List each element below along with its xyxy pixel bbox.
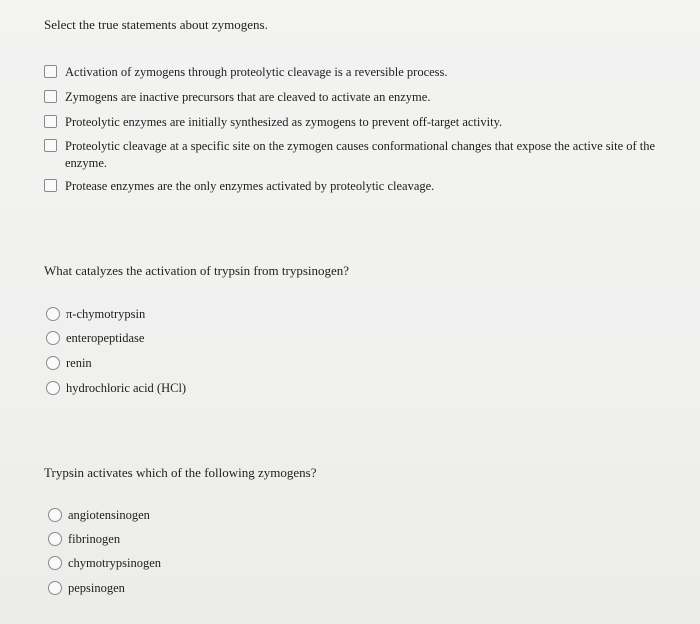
radio-button[interactable] — [46, 307, 60, 321]
q1-option-1-label: Activation of zymogens through proteolytic cleavage is a reversible process. — [65, 65, 448, 79]
q2-option-2[interactable] — [46, 330, 144, 346]
radio-button[interactable] — [46, 331, 60, 345]
q3-option-3[interactable] — [48, 555, 161, 571]
checkbox[interactable] — [44, 90, 57, 103]
question-2-prompt: What catalyzes the activation of trypsin from trypsinogen? — [44, 263, 350, 278]
q1-option-4-label: Proteolytic cleavage at a specific site on the zymogen causes conformational changes that expose the active site of the enzyme. — [65, 139, 656, 170]
checkbox[interactable] — [44, 139, 57, 152]
radio-button[interactable] — [48, 532, 62, 546]
checkbox[interactable] — [44, 115, 57, 128]
q1-option-1[interactable] — [44, 64, 448, 80]
q1-option-2-label: Zymogens are inactive precursors that are cleaved to activate an enzyme. — [65, 90, 431, 104]
q2-option-1[interactable] — [46, 306, 145, 322]
q3-option-4-label: pepsinogen — [68, 581, 125, 595]
q2-option-4[interactable] — [46, 380, 186, 396]
radio-button[interactable] — [48, 508, 62, 522]
q2-option-3[interactable] — [46, 355, 92, 371]
radio-button[interactable] — [48, 581, 62, 595]
q1-option-4[interactable] — [44, 138, 684, 172]
q2-option-1-label: π-chymotrypsin — [66, 307, 146, 321]
q1-option-3[interactable] — [44, 114, 502, 130]
checkbox[interactable] — [44, 179, 57, 192]
question-3-prompt: Trypsin activates which of the following zymogens? — [44, 465, 317, 480]
q2-option-4-label: hydrochloric acid (HCl) — [66, 381, 187, 395]
q3-option-1[interactable] — [48, 507, 150, 523]
radio-button[interactable] — [48, 556, 62, 570]
question-1-prompt: Select the true statements about zymogens. — [44, 17, 268, 32]
q3-option-3-label: chymotrypsinogen — [68, 556, 162, 570]
q2-option-2-label: enteropeptidase — [66, 331, 145, 345]
q3-option-2[interactable] — [48, 531, 120, 547]
radio-button[interactable] — [46, 356, 60, 370]
q1-option-3-label: Proteolytic enzymes are initially synthesized as zymogens to prevent off-target activity. — [65, 115, 503, 129]
q1-option-2[interactable] — [44, 89, 430, 105]
q3-option-4[interactable] — [48, 580, 125, 596]
radio-button[interactable] — [46, 381, 60, 395]
q3-option-1-label: angiotensinogen — [68, 508, 150, 522]
q2-option-3-label: renin — [66, 356, 92, 370]
checkbox[interactable] — [44, 65, 57, 78]
q1-option-5-label: Protease enzymes are the only enzymes activated by proteolytic cleavage. — [65, 179, 435, 193]
q1-option-5[interactable] — [44, 178, 434, 194]
q3-option-2-label: fibrinogen — [68, 532, 121, 546]
